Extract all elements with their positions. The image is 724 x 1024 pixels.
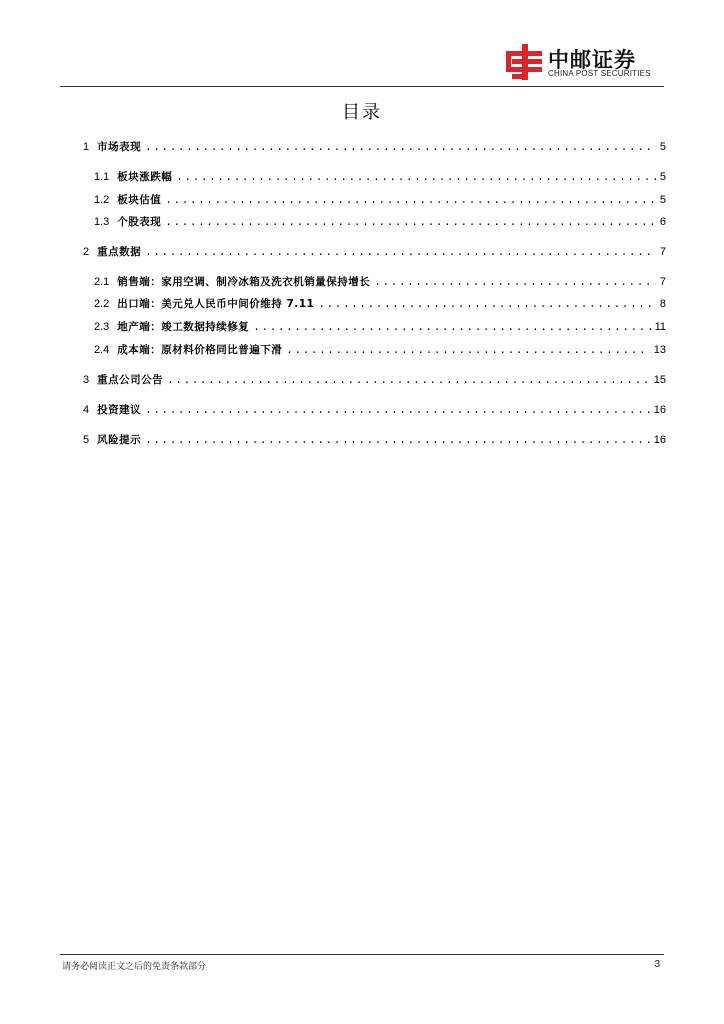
toc-entry-label: 市场表现	[97, 141, 142, 153]
toc-entry-number: 4	[83, 404, 90, 416]
china-post-logo-icon	[504, 42, 544, 82]
toc-entry-page: 7	[659, 246, 666, 258]
toc-entry-number: 2.3	[94, 321, 110, 333]
toc-entry-page: 8	[659, 298, 666, 310]
toc-entry-page: 6	[659, 216, 666, 228]
toc-leader-dots	[286, 342, 649, 360]
disclaimer-note: 请务必阅读正文之后的免责条款部分	[62, 962, 207, 972]
toc-leader-dots	[253, 319, 650, 337]
toc-entry-page: 5	[659, 171, 666, 183]
toc-entry-4[interactable]	[83, 401, 666, 419]
toc-leader-dots	[318, 296, 656, 314]
toc-entry-number: 2.1	[94, 276, 110, 288]
toc-entry-2-2[interactable]	[94, 295, 666, 313]
toc-entry-page: 5	[659, 194, 666, 206]
toc-leader-dots	[374, 274, 656, 292]
toc-leader-dots	[167, 372, 650, 390]
toc-entry-page: 13	[653, 344, 666, 356]
toc-entry-number: 3	[83, 374, 90, 386]
toc-entry-label: 成本端：原材料价格同比普遍下滑	[117, 344, 283, 356]
page-footer	[60, 954, 664, 979]
toc-entry-number: 2.4	[94, 344, 110, 356]
toc-entry-number: 1.3	[94, 216, 110, 228]
toc-entry-1-1[interactable]	[94, 168, 666, 186]
toc-title: 目录	[342, 102, 382, 123]
toc-leader-dots	[165, 214, 656, 232]
toc-entry-5[interactable]	[83, 431, 666, 449]
page-header	[60, 36, 664, 87]
toc-leader-dots	[145, 244, 656, 262]
toc-entry-1-2[interactable]	[94, 191, 666, 209]
toc-leader-dots	[176, 169, 656, 187]
company-logo	[504, 42, 664, 82]
toc-entry-1[interactable]	[83, 138, 666, 156]
logo-english-name: CHINA POST SECURITIES	[548, 69, 651, 78]
toc-leader-dots	[145, 139, 656, 157]
toc-entry-2[interactable]	[83, 243, 666, 261]
toc-entry-2-3[interactable]	[94, 318, 666, 336]
toc-entry-number: 2.2	[94, 298, 110, 310]
toc-leader-dots	[145, 432, 650, 450]
toc-entry-label: 投资建议	[97, 404, 142, 416]
page-number: 3	[654, 959, 660, 970]
toc-entry-page: 16	[653, 434, 666, 446]
toc-entry-page: 5	[659, 141, 666, 153]
toc-entry-page: 7	[659, 276, 666, 288]
toc-entry-number: 2	[83, 246, 90, 258]
toc-entry-page: 11	[654, 321, 666, 333]
toc-entry-number: 5	[83, 434, 90, 446]
toc-entry-label: 个股表现	[117, 216, 162, 228]
logo-chinese-name: 中邮证券	[548, 48, 636, 72]
toc-entry-label: 风险提示	[97, 434, 142, 446]
toc-entry-page: 16	[653, 404, 666, 416]
toc-entry-number: 1.2	[94, 194, 110, 206]
toc-entry-2-4[interactable]	[94, 341, 666, 359]
toc-entry-label: 板块涨跌幅	[117, 171, 173, 183]
toc-entry-number: 1	[83, 141, 90, 153]
toc-entry-label: 地产端：竣工数据持续修复	[117, 321, 250, 333]
toc-entry-label: 出口端：美元兑人民币中间价维持 7.11	[117, 298, 315, 310]
toc-entry-page: 15	[653, 374, 666, 386]
toc-entry-number: 1.1	[94, 171, 110, 183]
toc-entry-label: 重点数据	[97, 246, 142, 258]
toc-entry-label: 重点公司公告	[97, 374, 164, 386]
toc-entry-3[interactable]	[83, 371, 666, 389]
toc-entry-1-3[interactable]	[94, 213, 666, 231]
toc-entry-label: 板块估值	[117, 194, 162, 206]
toc-entry-2-1[interactable]	[94, 273, 666, 291]
toc-leader-dots	[165, 192, 656, 210]
toc-entry-label: 销售端：家用空调、制冷冰箱及洗衣机销量保持增长	[117, 276, 371, 288]
toc-leader-dots	[145, 402, 650, 420]
